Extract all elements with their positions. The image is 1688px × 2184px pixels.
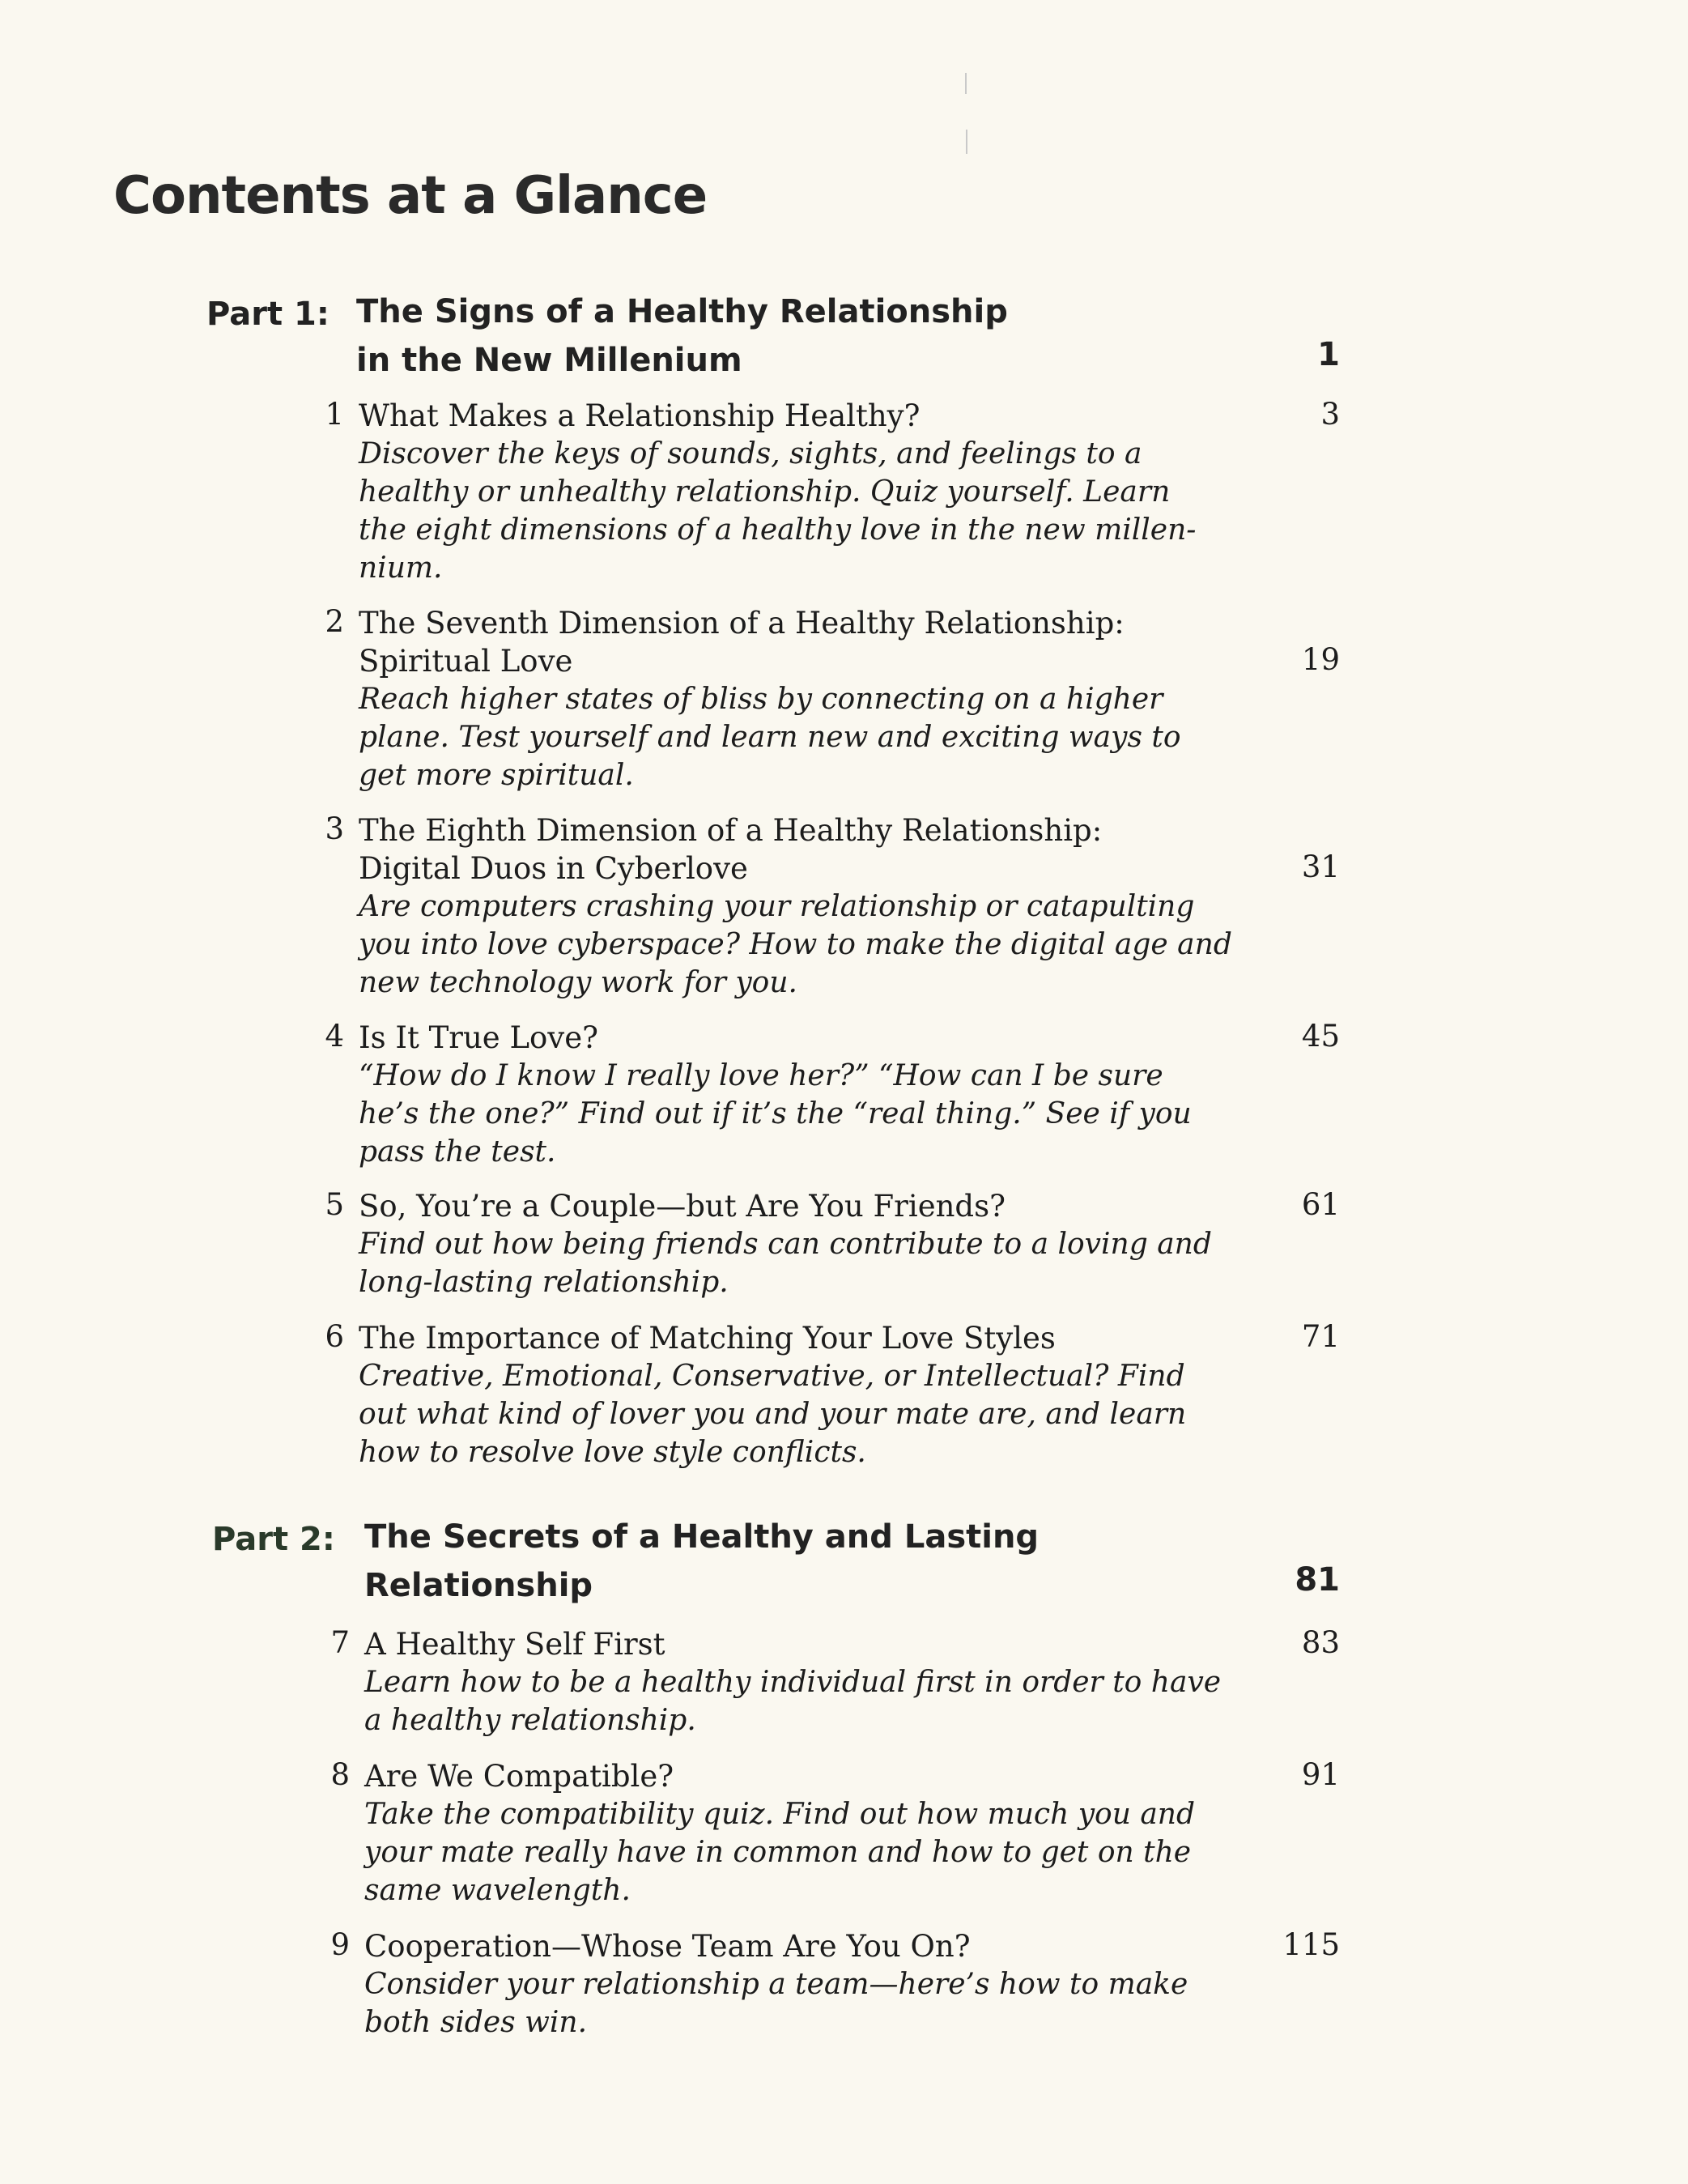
chapter-description-line: you into love cyberspace? How to make the digital age and xyxy=(359,928,1232,961)
part-title-line: in the New Millenium xyxy=(356,342,742,379)
part-title-line: The Signs of a Healthy Relationship xyxy=(356,293,1008,330)
chapter-number: 5 xyxy=(325,1187,344,1222)
part-page-number: 81 xyxy=(1295,1561,1340,1599)
chapter-page-number: 115 xyxy=(1282,1927,1340,1962)
chapter-title: The Eighth Dimension of a Healthy Relationship: xyxy=(359,813,1103,848)
chapter-entry xyxy=(312,1019,1348,1173)
chapter-page-number: 19 xyxy=(1301,642,1340,677)
chapter-description-line: the eight dimensions of a healthy love in the new millen- xyxy=(359,513,1197,547)
chapter-description-line: Find out how being friends can contribute to a loving and xyxy=(359,1228,1212,1261)
chapter-title: A Healthy Self First xyxy=(364,1627,665,1662)
chapter-entry xyxy=(317,1927,1354,2049)
part-1-heading xyxy=(206,293,1340,393)
chapter-title: Is It True Love? xyxy=(359,1020,598,1055)
chapter-page-number: 3 xyxy=(1320,397,1340,432)
chapter-description-line: both sides win. xyxy=(364,2006,588,2039)
chapter-description-line: nium. xyxy=(359,551,443,585)
chapter-number: 7 xyxy=(330,1625,350,1660)
chapter-title: What Makes a Relationship Healthy? xyxy=(359,398,921,433)
chapter-description-line: new technology work for you. xyxy=(359,966,797,999)
chapter-description-line: Reach higher states of bliss by connecting on a higher xyxy=(359,683,1163,716)
chapter-description-line: long-lasting relationship. xyxy=(359,1266,729,1299)
page-title: Contents at a Glance xyxy=(113,166,708,226)
chapter-number: 8 xyxy=(330,1757,350,1792)
chapter-title: The Importance of Matching Your Love Styles xyxy=(359,1321,1056,1356)
part-title-line: Relationship xyxy=(364,1567,593,1604)
chapter-description-line: Discover the keys of sounds, sights, and feelings to a xyxy=(359,437,1142,470)
chapter-entry xyxy=(317,1757,1354,1911)
part-label: Part 1: xyxy=(206,296,330,333)
chapter-description-line: healthy or unhealthy relationship. Quiz yourself. Learn xyxy=(359,475,1171,509)
chapter-page-number: 45 xyxy=(1301,1019,1340,1054)
chapter-description-line: pass the test. xyxy=(359,1135,556,1169)
chapter-entry xyxy=(312,604,1348,798)
chapter-entry xyxy=(312,1319,1348,1473)
chapter-page-number: 91 xyxy=(1301,1757,1340,1792)
chapter-description-line: Creative, Emotional, Conservative, or Intellectual? Find xyxy=(359,1360,1185,1393)
chapter-description-line: he’s the one?” Find out if it’s the “real thing.” See if you xyxy=(359,1097,1192,1130)
chapter-number: 2 xyxy=(325,604,344,639)
chapter-description-line: Are computers crashing your relationship or catapulting xyxy=(359,890,1195,923)
chapter-entry xyxy=(312,811,1348,1006)
chapter-description-line: Learn how to be a healthy individual first in order to have xyxy=(364,1666,1222,1699)
chapter-entry xyxy=(312,1187,1348,1309)
chapter-description-line: out what kind of lover you and your mate are, and learn xyxy=(359,1398,1187,1431)
chapter-entry xyxy=(312,397,1348,591)
chapter-description-line: same wavelength. xyxy=(364,1874,631,1907)
chapter-number: 3 xyxy=(325,811,344,846)
chapter-description-line: Take the compatibility quiz. Find out how much you and xyxy=(364,1798,1196,1831)
chapter-page-number: 83 xyxy=(1301,1625,1340,1660)
part-label: Part 2: xyxy=(212,1521,335,1558)
chapter-page-number: 61 xyxy=(1301,1187,1340,1222)
chapter-description-line: “How do I know I really love her?” “How can I be sure xyxy=(359,1059,1163,1092)
chapter-description-line: plane. Test yourself and learn new and exciting ways to xyxy=(359,721,1181,754)
part-2-heading xyxy=(212,1518,1346,1618)
chapter-entry xyxy=(317,1625,1354,1747)
chapter-description-line: Consider your relationship a team—here’s how to make xyxy=(364,1968,1188,2001)
chapter-number: 9 xyxy=(330,1927,350,1962)
chapter-description-line: get more spiritual. xyxy=(359,759,634,792)
chapter-number: 6 xyxy=(325,1319,344,1354)
chapter-title: The Seventh Dimension of a Healthy Relationship: xyxy=(359,606,1125,641)
chapter-title: Spiritual Love xyxy=(359,644,573,679)
chapter-number: 4 xyxy=(325,1019,344,1054)
chapter-description-line: a healthy relationship. xyxy=(364,1704,696,1737)
chapter-description-line: how to resolve love style conflicts. xyxy=(359,1436,866,1469)
chapter-number: 1 xyxy=(325,397,344,432)
chapter-page-number: 71 xyxy=(1301,1319,1340,1354)
chapter-description-line: your mate really have in common and how to get on the xyxy=(364,1836,1192,1869)
chapter-page-number: 31 xyxy=(1301,849,1340,884)
chapter-title: Cooperation—Whose Team Are You On? xyxy=(364,1929,971,1964)
part-page-number: 1 xyxy=(1317,336,1340,373)
chapter-title: Are We Compatible? xyxy=(364,1759,674,1794)
chapter-title: So, You’re a Couple—but Are You Friends? xyxy=(359,1189,1006,1224)
part-title-line: The Secrets of a Healthy and Lasting xyxy=(364,1518,1040,1556)
chapter-title: Digital Duos in Cyberlove xyxy=(359,851,748,886)
